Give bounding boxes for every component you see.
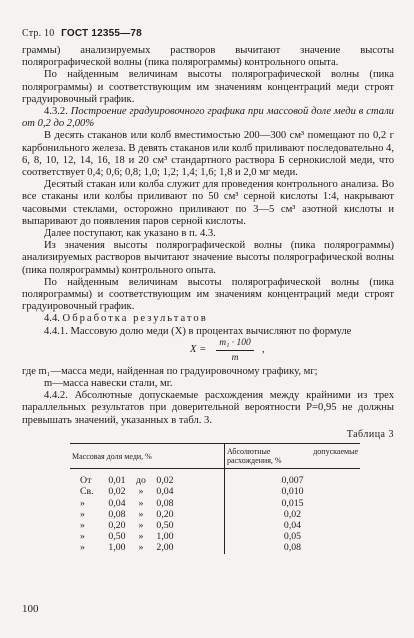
header-page-label: Стр. 10 (22, 28, 55, 39)
range-to-word: » (138, 519, 144, 531)
range-to: 0,08 (156, 497, 174, 509)
range-from: 0,50 (108, 531, 126, 543)
mass-fraction-range (70, 469, 225, 487)
table-row (70, 509, 360, 520)
range-prefix: » (80, 508, 85, 520)
formula-denominator: m (231, 353, 239, 364)
range-from: 0,01 (108, 475, 126, 487)
range-to: 0,20 (156, 508, 174, 520)
formula-fraction (216, 337, 254, 364)
section-4-4-number: 4.4. (44, 313, 60, 325)
where-line-2: m—масса навески стали, мг. (44, 378, 173, 390)
range-to: 0,02 (156, 475, 174, 487)
section-4-4-heading (22, 313, 394, 325)
tolerance-value: 0,007 (281, 475, 304, 487)
section-4-3-2-title: Построение градуировочного графика при массовой доле меди в стали от 0,2 до 2,00% (22, 106, 394, 130)
paragraph-7: По найденным величинам высоты полярографической волны (пика полярограммы) и соответствующим им значениям концентраций меди строят градуировочный график. (22, 276, 394, 313)
formula-lhs: X = (190, 343, 207, 355)
range-to-word: » (138, 542, 144, 554)
table-3-caption: Таблица 3 (346, 428, 394, 440)
formula-comma: , (262, 343, 265, 355)
range-from: 0,08 (108, 508, 126, 520)
where-line-1: где m₁—масса меди, найденная по градуировочному графику, мг; (22, 365, 318, 377)
range-to-word: » (138, 497, 144, 509)
range-from: 1,00 (108, 542, 126, 554)
document-body (22, 45, 394, 554)
range-to: 1,00 (156, 531, 174, 543)
table-header-mass-fraction: Массовая доля меди, % (70, 444, 225, 469)
tolerance-value: 0,04 (283, 519, 302, 531)
tolerance-value: 0,010 (281, 486, 304, 498)
paragraph-3: В десять стаканов или колб вместимостью 200—300 см³ помещают по 0,2 г карбонильного железа. В девять стаканов или колб приливают последовательно 4, 6, 8, 10, 12, 14, 16, 18 и 20 см³ стандартного раствора Б сернокислой меди, что соответствует 0,4; 0,6; 0,8; 1,0; 1,2; 1,4; 1,6; 1,8 и 2,0 мг меди. (22, 130, 394, 179)
tolerance-value: 0,08 (283, 542, 302, 554)
tolerance-value: 0,05 (283, 531, 302, 543)
range-prefix: » (80, 519, 85, 531)
tolerance-value: 0,02 (283, 508, 302, 520)
range-from: 0,20 (108, 519, 126, 531)
range-to-word: » (138, 486, 144, 498)
table-row (70, 498, 360, 509)
mass-fraction-range (70, 520, 225, 531)
table-row (70, 486, 360, 497)
section-4-3-2-heading (22, 106, 394, 130)
mass-fraction-range (70, 486, 225, 497)
range-to-word: » (138, 508, 144, 520)
range-to: 2,00 (156, 542, 174, 554)
section-4-4-title: Обработка результатов (62, 313, 208, 325)
section-4-4-1-text: 4.4.1. Массовую долю меди (X) в процентах вычисляют по формуле (44, 325, 352, 337)
page-header (22, 28, 142, 39)
range-from: 0,04 (108, 497, 126, 509)
table-row (70, 531, 360, 542)
range-prefix: » (80, 542, 85, 554)
paragraph-6: Из значения высоты полярографической волны (пика полярограммы) анализируемых растворов вычитают значение высоты полярографической волны (пика полярограммы) контрольного опыта. (22, 240, 394, 276)
range-to-word: до (136, 475, 146, 487)
range-prefix: Св. (80, 486, 94, 498)
table-3 (70, 443, 360, 553)
table-row (70, 542, 360, 553)
mass-fraction-range (70, 531, 225, 542)
range-to: 0,50 (156, 519, 174, 531)
table-row (70, 469, 360, 487)
formula (22, 337, 394, 364)
range-prefix: » (80, 531, 85, 543)
range-prefix: От (80, 475, 92, 487)
section-4-4-2-text: 4.4.2. Абсолютные допускаемые расхождения между крайними из трех параллельных результатов при доверительной вероятности P=0,95 не должны превышать значений, указанных в табл. 3. (22, 390, 394, 426)
table-header-tolerance: Абсолютные допускаемые расхождения, % (225, 444, 361, 469)
table-header-row (70, 444, 360, 469)
mass-fraction-range (70, 498, 225, 509)
range-to: 0,04 (156, 486, 174, 498)
paragraph-4: Десятый стакан или колба служит для проведения контрольного анализа. Во все стаканы или колбы приливают по 50 см³ серной кислоты 1:4, накрывают часовыми стеклами, осторожно приливают по 3—5 см³ азотной кислоты и выпаривают до появления паров серной кислоты. (22, 179, 394, 227)
page-number: 100 (22, 603, 39, 615)
header-standard: ГОСТ 12355—78 (61, 28, 142, 39)
range-to-word: » (138, 531, 144, 543)
paragraph-5: Далее поступают, как указано в п. 4.3. (44, 228, 216, 240)
range-prefix: » (80, 497, 85, 509)
section-4-3-2-number: 4.3.2. (44, 106, 68, 118)
mass-fraction-range (70, 542, 225, 553)
table-3-body (70, 469, 360, 554)
range-from: 0,02 (108, 486, 126, 498)
mass-fraction-range (70, 509, 225, 520)
formula-numerator: m₁ · 100 (216, 337, 254, 351)
table-row (70, 520, 360, 531)
paragraph-1: граммы) анализируемых растворов вычитают значение высоты полярографической волны (пика полярограммы) контрольного опыта. (22, 45, 394, 69)
tolerance-value: 0,015 (281, 497, 304, 509)
paragraph-2: По найденным величинам высоты полярографической волны (пика полярограммы) и соответствующим им значениям концентраций меди строят градуировочный график. (22, 69, 394, 105)
